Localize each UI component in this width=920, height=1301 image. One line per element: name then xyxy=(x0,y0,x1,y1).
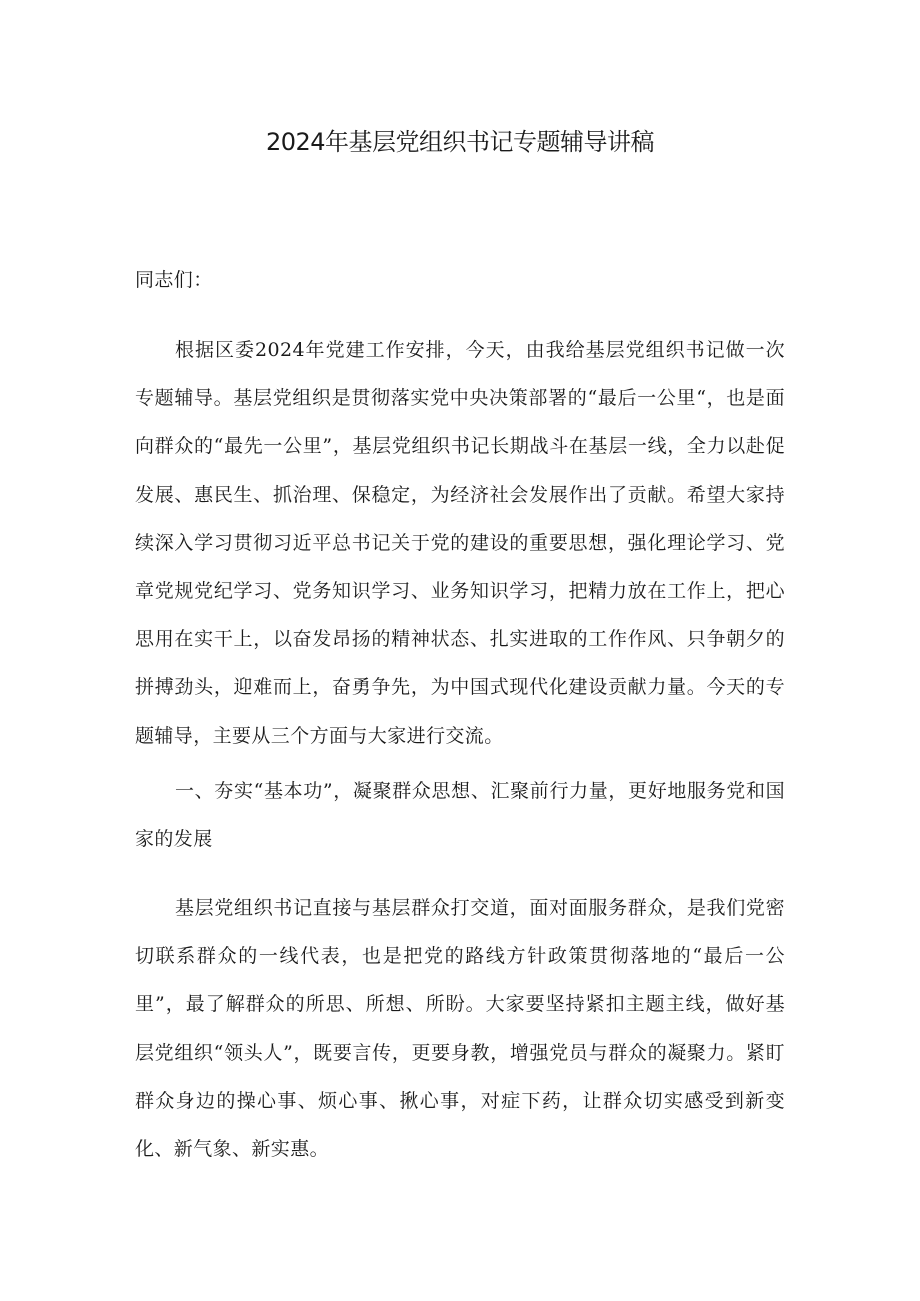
salutation: 同志们： xyxy=(135,269,213,291)
paragraph-section-1: 基层党组织书记直接与基层群众打交道，面对面服务群众，是我们党密切联系群众的一线代表，也是把党的路线方针政策贯彻落地的“最后一公里”，最了解群众的所思、所想、所盼。大家要坚持紧扣主题主线，做好基层党组织“领头人”，既要言传，更要身教，增强党员与群众的凝聚力。紧盯群众身边的操心事、烦心事、揪心事，对症下药，让群众切实感受到新变化、新气象、新实惠。 xyxy=(135,897,785,1161)
paragraph-intro: 根据区委2024年党建工作安排，今天，由我给基层党组织书记做一次专题辅导。基层党组织是贯彻落实党中央决策部署的“最后一公里“，也是面向群众的“最先一公里”，基层党组织书记长期战斗在基层一线，全力以赴促发展、惠民生、抓治理、保稳定，为经济社会发展作出了贡献。希望大家持续深入学习贯彻习近平总书记关于党的建设的重要思想，强化理论学习、党章党规党纪学习、党务知识学习、业务知识学习，把精力放在工作上，把心思用在实干上，以奋发昂扬的精神状态、扎实进取的工作作风、只争朝夕的拼搏劲头，迎难而上，奋勇争先，为中国式现代化建设贡献力量。今天的专题辅导，主要从三个方面与大家进行交流。 xyxy=(135,339,785,747)
document-title: 2024年基层党组织书记专题辅导讲稿 xyxy=(265,128,655,156)
section-heading-1: 一、夯实“基本功”，凝聚群众思想、汇聚前行力量，更好地服务党和国家的发展 xyxy=(135,780,785,851)
